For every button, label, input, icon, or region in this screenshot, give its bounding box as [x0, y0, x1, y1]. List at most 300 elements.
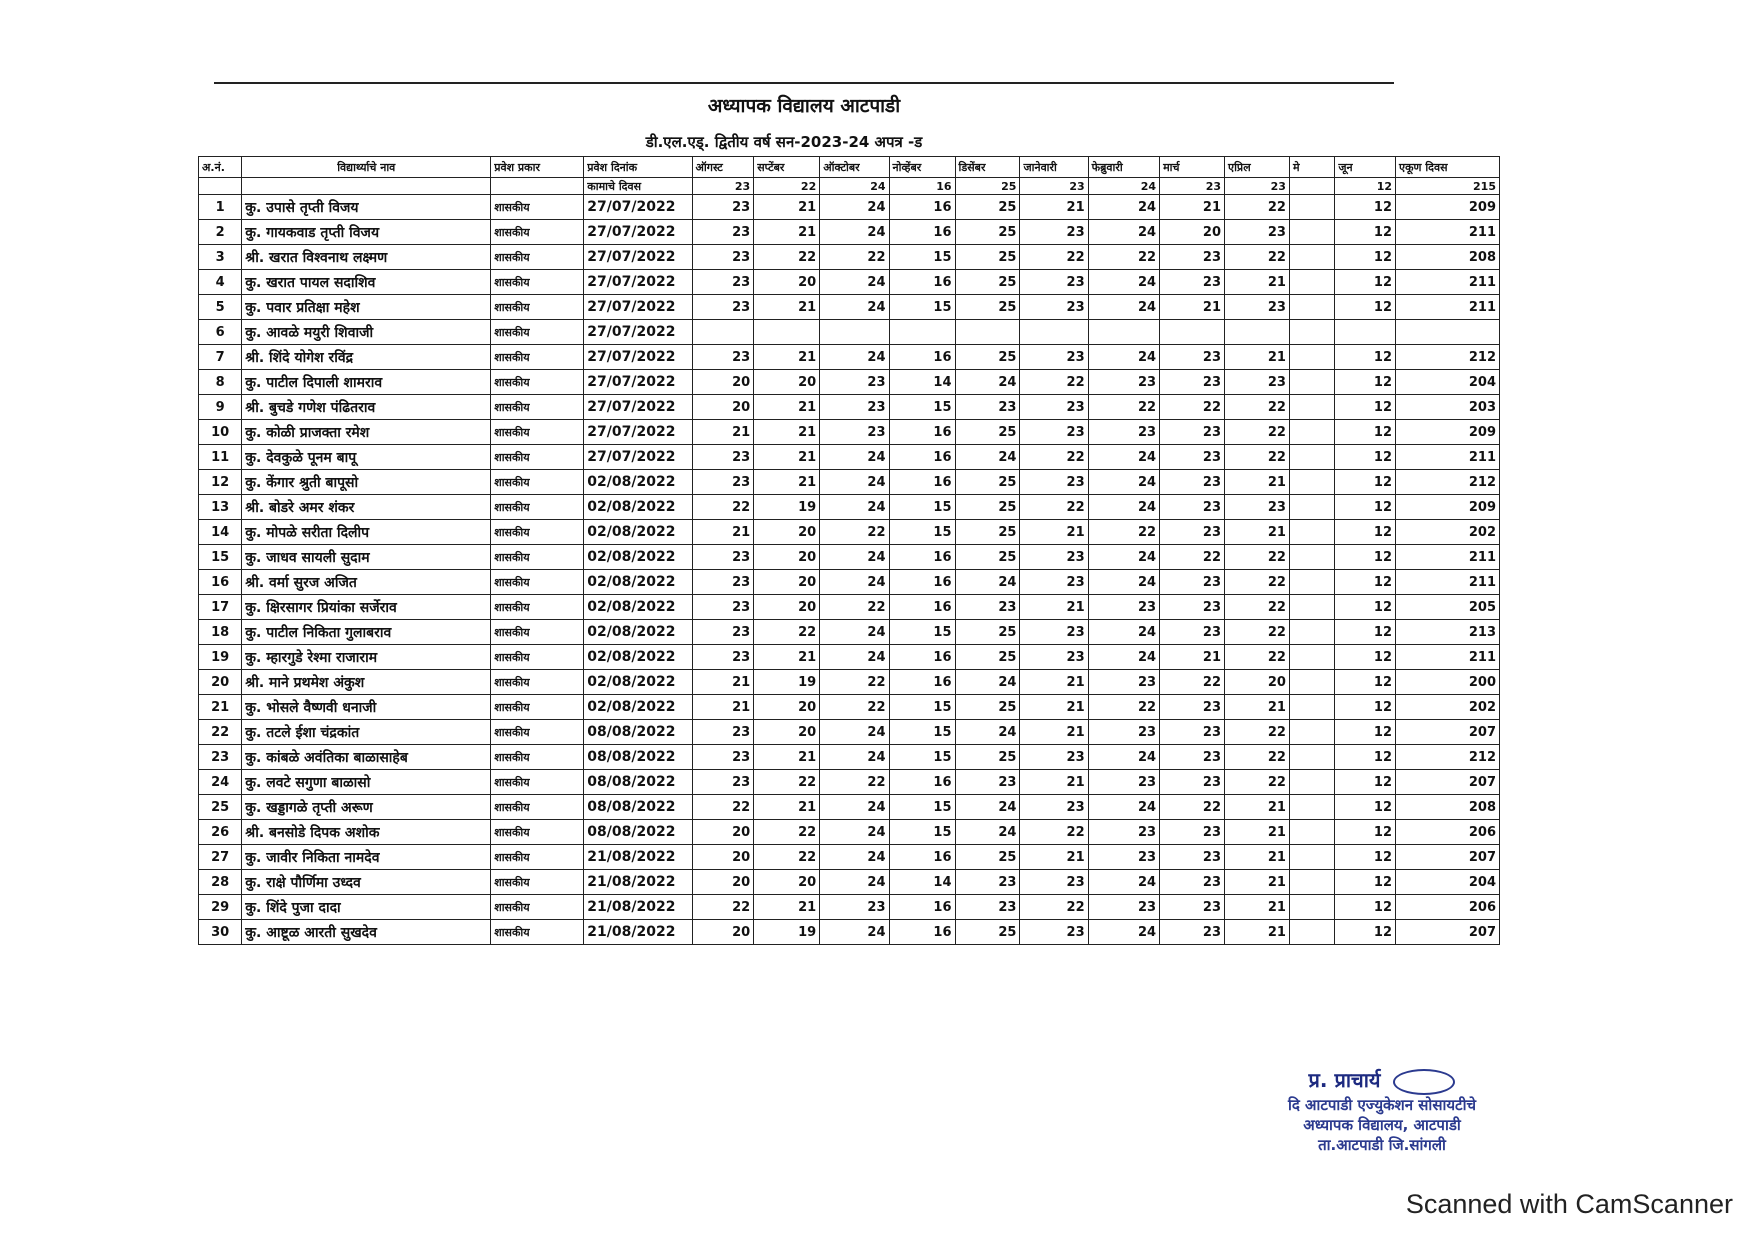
month-days: 12: [1335, 445, 1396, 470]
month-days: 25: [955, 845, 1020, 870]
month-days: 21: [754, 395, 820, 420]
month-days: 21: [1225, 895, 1290, 920]
month-days: 22: [1225, 720, 1290, 745]
month-days: 23: [1160, 345, 1225, 370]
total-days: 212: [1396, 470, 1500, 495]
admission-date: 27/07/2022: [584, 220, 692, 245]
admission-type: शासकीय: [491, 720, 584, 745]
month-days: 24: [955, 795, 1020, 820]
month-days: 23: [1020, 870, 1088, 895]
month-days: 16: [889, 545, 955, 570]
month-days: 24: [1088, 470, 1159, 495]
month-days: [1289, 520, 1334, 545]
month-days: 12: [1335, 645, 1396, 670]
month-days: 22: [692, 795, 754, 820]
admission-date: 02/08/2022: [584, 470, 692, 495]
month-days: [820, 320, 889, 345]
admission-date: 27/07/2022: [584, 245, 692, 270]
month-days: 22: [1225, 420, 1290, 445]
admission-type: शासकीय: [491, 920, 584, 945]
month-days: 21: [692, 670, 754, 695]
month-days: 25: [955, 345, 1020, 370]
student-name: कु. खरात पायल सदाशिव: [242, 270, 491, 295]
month-days: 23: [1020, 420, 1088, 445]
month-days: 25: [955, 470, 1020, 495]
month-days: 23: [1020, 345, 1088, 370]
month-days: 12: [1335, 395, 1396, 420]
month-days: 24: [1088, 545, 1159, 570]
admission-type: शासकीय: [491, 420, 584, 445]
month-days: 23: [1088, 670, 1159, 695]
student-name: कु. देवकुळे पूनम बापू: [242, 445, 491, 470]
month-days: 23: [1225, 495, 1290, 520]
month-days: 23: [1020, 295, 1088, 320]
month-days: 22: [1225, 645, 1290, 670]
admission-date: 08/08/2022: [584, 745, 692, 770]
month-days: 23: [955, 895, 1020, 920]
month-days: 24: [955, 570, 1020, 595]
signature-org-line1: दि आटपाडी एज्युकेशन सोसायटीचे: [1287, 1095, 1477, 1114]
table-row: [199, 920, 1500, 945]
month-days: 24: [1088, 645, 1159, 670]
row-sr: 12: [199, 470, 242, 495]
month-days: 23: [1088, 820, 1159, 845]
month-days: [754, 320, 820, 345]
month-days: 25: [955, 245, 1020, 270]
month-days: [1289, 320, 1334, 345]
month-days: 20: [754, 370, 820, 395]
admission-date: 02/08/2022: [584, 495, 692, 520]
admission-type: शासकीय: [491, 395, 584, 420]
total-days: [1396, 320, 1500, 345]
table-row: [199, 745, 1500, 770]
admission-type: शासकीय: [491, 595, 584, 620]
student-name: कु. म्हारगुडे रेश्मा राजाराम: [242, 645, 491, 670]
month-days: 15: [889, 520, 955, 545]
table-row: [199, 770, 1500, 795]
row-sr: 29: [199, 895, 242, 920]
row-sr: 4: [199, 270, 242, 295]
working-days-value: 12: [1335, 178, 1396, 195]
month-days: 23: [692, 470, 754, 495]
month-days: 23: [1160, 745, 1225, 770]
month-days: 23: [1160, 570, 1225, 595]
month-days: [1289, 670, 1334, 695]
month-days: 25: [955, 620, 1020, 645]
month-days: 24: [1088, 495, 1159, 520]
student-name: श्री. माने प्रथमेश अंकुश: [242, 670, 491, 695]
month-days: 20: [754, 595, 820, 620]
month-days: 12: [1335, 820, 1396, 845]
student-name: श्री. बोडरे अमर शंकर: [242, 495, 491, 520]
month-days: 20: [692, 820, 754, 845]
table-row: [199, 220, 1500, 245]
month-days: 21: [1225, 270, 1290, 295]
month-days: 24: [1088, 620, 1159, 645]
student-name: श्री. खरात विश्वनाथ लक्ष्मण: [242, 245, 491, 270]
month-days: [1289, 845, 1334, 870]
month-days: 21: [1225, 470, 1290, 495]
col-month: मे: [1289, 157, 1334, 178]
month-days: 16: [889, 920, 955, 945]
month-days: 16: [889, 570, 955, 595]
month-days: 23: [820, 420, 889, 445]
month-days: 16: [889, 470, 955, 495]
month-days: 24: [820, 345, 889, 370]
month-days: 21: [1020, 520, 1088, 545]
month-days: 22: [1225, 545, 1290, 570]
signature-block: [1232, 1066, 1532, 1155]
month-days: 15: [889, 620, 955, 645]
admission-date: 21/08/2022: [584, 895, 692, 920]
month-days: 21: [1160, 295, 1225, 320]
admission-date: 02/08/2022: [584, 645, 692, 670]
admission-date: 02/08/2022: [584, 695, 692, 720]
month-days: 22: [1020, 820, 1088, 845]
month-days: 24: [1088, 295, 1159, 320]
month-days: 23: [1160, 370, 1225, 395]
month-days: 16: [889, 895, 955, 920]
month-days: 12: [1335, 670, 1396, 695]
working-days-value: 22: [754, 178, 820, 195]
table-row: [199, 695, 1500, 720]
admission-type: शासकीय: [491, 670, 584, 695]
month-days: 23: [1020, 470, 1088, 495]
admission-date: 27/07/2022: [584, 195, 692, 220]
month-days: 23: [955, 395, 1020, 420]
month-days: 24: [955, 820, 1020, 845]
page-subtitle: डी.एल.एड्. द्वितीय वर्ष सन-2023-24 अपत्र -ड: [645, 133, 923, 151]
admission-type: शासकीय: [491, 645, 584, 670]
month-days: 12: [1335, 495, 1396, 520]
col-month: एप्रिल: [1225, 157, 1290, 178]
month-days: 20: [754, 270, 820, 295]
month-days: 23: [955, 595, 1020, 620]
month-days: 24: [820, 645, 889, 670]
month-days: 23: [1088, 595, 1159, 620]
month-days: 22: [1088, 395, 1159, 420]
table-row: [199, 720, 1500, 745]
month-days: 22: [1088, 520, 1159, 545]
month-days: 21: [1020, 670, 1088, 695]
month-days: 16: [889, 670, 955, 695]
month-days: [1289, 770, 1334, 795]
month-days: 20: [754, 520, 820, 545]
working-days-row: [199, 178, 1500, 195]
student-name: कु. पाटील निकिता गुलाबराव: [242, 620, 491, 645]
month-days: 23: [1020, 570, 1088, 595]
month-days: 23: [1225, 295, 1290, 320]
month-days: 25: [955, 220, 1020, 245]
month-days: 25: [955, 695, 1020, 720]
row-sr: 24: [199, 770, 242, 795]
month-days: 22: [1160, 395, 1225, 420]
admission-date: 27/07/2022: [584, 395, 692, 420]
row-sr: 11: [199, 445, 242, 470]
row-sr: 13: [199, 495, 242, 520]
month-days: 16: [889, 445, 955, 470]
month-days: 16: [889, 195, 955, 220]
month-days: 22: [820, 695, 889, 720]
month-days: 20: [692, 845, 754, 870]
month-days: 24: [1088, 445, 1159, 470]
month-days: 23: [692, 195, 754, 220]
total-days: 212: [1396, 745, 1500, 770]
total-days: 211: [1396, 295, 1500, 320]
month-days: [1289, 470, 1334, 495]
row-sr: 5: [199, 295, 242, 320]
month-days: 25: [955, 420, 1020, 445]
month-days: 24: [820, 295, 889, 320]
month-days: 22: [820, 670, 889, 695]
student-name: कु. पाटील दिपाली शामराव: [242, 370, 491, 395]
month-days: 24: [955, 670, 1020, 695]
month-days: 21: [754, 420, 820, 445]
month-days: 12: [1335, 420, 1396, 445]
month-days: [1289, 720, 1334, 745]
month-days: 22: [754, 845, 820, 870]
admission-date: 27/07/2022: [584, 370, 692, 395]
month-days: [1289, 620, 1334, 645]
month-days: 24: [1088, 795, 1159, 820]
col-sr: अ.नं.: [199, 157, 242, 178]
month-days: 16: [889, 270, 955, 295]
row-sr: 10: [199, 420, 242, 445]
month-days: 23: [1225, 220, 1290, 245]
student-name: कु. मोपळे सरीता दिलीप: [242, 520, 491, 545]
row-sr: 22: [199, 720, 242, 745]
total-days: 211: [1396, 270, 1500, 295]
month-days: [1289, 270, 1334, 295]
row-sr: 15: [199, 545, 242, 570]
month-days: 22: [1225, 395, 1290, 420]
month-days: 23: [1160, 420, 1225, 445]
attendance-table: [198, 156, 1500, 945]
month-days: 23: [1160, 595, 1225, 620]
month-days: 24: [820, 220, 889, 245]
month-days: 21: [1225, 795, 1290, 820]
month-days: 22: [1160, 545, 1225, 570]
month-days: 23: [1160, 445, 1225, 470]
admission-type: शासकीय: [491, 270, 584, 295]
month-days: 22: [1020, 370, 1088, 395]
admission-type: शासकीय: [491, 870, 584, 895]
total-days: 203: [1396, 395, 1500, 420]
total-days: 209: [1396, 495, 1500, 520]
month-days: 12: [1335, 695, 1396, 720]
student-name: श्री. बनसोडे दिपक अशोक: [242, 820, 491, 845]
table-row: [199, 795, 1500, 820]
month-days: 24: [955, 370, 1020, 395]
admission-type: शासकीय: [491, 845, 584, 870]
admission-date: 02/08/2022: [584, 595, 692, 620]
month-days: 23: [692, 345, 754, 370]
student-name: कु. कोळी प्राजक्ता रमेश: [242, 420, 491, 445]
admission-type: शासकीय: [491, 495, 584, 520]
month-days: [1289, 820, 1334, 845]
month-days: 20: [754, 720, 820, 745]
admission-type: शासकीय: [491, 795, 584, 820]
col-month: मार्च: [1160, 157, 1225, 178]
month-days: 21: [754, 895, 820, 920]
month-days: 23: [1088, 845, 1159, 870]
month-days: 23: [1020, 395, 1088, 420]
month-days: 23: [1160, 520, 1225, 545]
month-days: 20: [692, 870, 754, 895]
camscanner-watermark: Scanned with CamScanner: [1405, 1189, 1733, 1219]
working-days-value: 24: [820, 178, 889, 195]
student-name: कु. तटले ईशा चंद्रकांत: [242, 720, 491, 745]
row-sr: 20: [199, 670, 242, 695]
admission-date: 27/07/2022: [584, 345, 692, 370]
month-days: 21: [1225, 920, 1290, 945]
month-days: 23: [1088, 770, 1159, 795]
admission-date: 02/08/2022: [584, 570, 692, 595]
month-days: 22: [1225, 570, 1290, 595]
admission-type: शासकीय: [491, 620, 584, 645]
table-row: [199, 570, 1500, 595]
month-days: 22: [1225, 445, 1290, 470]
month-days: 23: [1160, 720, 1225, 745]
table-body: [199, 195, 1500, 945]
table-row: [199, 620, 1500, 645]
admission-date: 02/08/2022: [584, 620, 692, 645]
student-name: कु. क्षिरसागर प्रियांका सर्जेराव: [242, 595, 491, 620]
month-days: 23: [692, 545, 754, 570]
admission-type: शासकीय: [491, 320, 584, 345]
signature-org-line2: अध्यापक विद्यालय, आटपाडी: [1303, 1115, 1461, 1134]
month-days: 24: [820, 470, 889, 495]
month-days: 23: [820, 395, 889, 420]
month-days: [1289, 345, 1334, 370]
row-sr: 23: [199, 745, 242, 770]
month-days: 23: [1020, 745, 1088, 770]
admission-type: शासकीय: [491, 695, 584, 720]
month-days: 21: [1225, 520, 1290, 545]
month-days: 24: [1088, 220, 1159, 245]
table-row: [199, 545, 1500, 570]
admission-date: 21/08/2022: [584, 870, 692, 895]
month-days: 12: [1335, 920, 1396, 945]
month-days: 21: [1020, 195, 1088, 220]
month-days: 24: [820, 795, 889, 820]
month-days: 12: [1335, 895, 1396, 920]
month-days: [1289, 420, 1334, 445]
total-days: 205: [1396, 595, 1500, 620]
month-days: 15: [889, 395, 955, 420]
month-days: 21: [1020, 720, 1088, 745]
table-row: [199, 870, 1500, 895]
month-days: 23: [1160, 845, 1225, 870]
month-days: 23: [1160, 870, 1225, 895]
month-days: 12: [1335, 770, 1396, 795]
month-days: 25: [955, 545, 1020, 570]
month-days: 20: [1225, 670, 1290, 695]
table-row: [199, 445, 1500, 470]
month-days: 23: [1160, 470, 1225, 495]
month-days: 25: [955, 645, 1020, 670]
table-row: [199, 245, 1500, 270]
student-name: कु. राक्षे पौर्णिमा उध्दव: [242, 870, 491, 895]
table-row: [199, 845, 1500, 870]
month-days: 12: [1335, 745, 1396, 770]
admission-type: शासकीय: [491, 470, 584, 495]
student-name: कु. शिंदे पुजा दादा: [242, 895, 491, 920]
month-days: 21: [754, 220, 820, 245]
month-days: 24: [820, 270, 889, 295]
month-days: [692, 320, 754, 345]
student-name: कु. लवटे सगुणा बाळासो: [242, 770, 491, 795]
month-days: 24: [820, 920, 889, 945]
month-days: 21: [692, 420, 754, 445]
month-days: 22: [820, 245, 889, 270]
student-name: कु. जाधव सायली सुदाम: [242, 545, 491, 570]
month-days: 12: [1335, 620, 1396, 645]
month-days: 23: [1088, 895, 1159, 920]
signature-role: प्र. प्राचार्य: [1308, 1068, 1381, 1092]
month-days: 15: [889, 295, 955, 320]
month-days: 22: [820, 770, 889, 795]
month-days: 23: [1160, 895, 1225, 920]
row-sr: 30: [199, 920, 242, 945]
student-name: श्री. शिंदे योगेश रविंद्र: [242, 345, 491, 370]
month-days: 22: [1020, 895, 1088, 920]
col-date: प्रवेश दिनांक: [584, 157, 692, 178]
month-days: 12: [1335, 520, 1396, 545]
month-days: 21: [754, 795, 820, 820]
month-days: 24: [1088, 570, 1159, 595]
month-days: [1289, 545, 1334, 570]
month-days: 22: [754, 770, 820, 795]
month-days: 22: [1088, 695, 1159, 720]
signature-org-line3: ता.आटपाडी जि.सांगली: [1318, 1135, 1446, 1154]
month-days: 20: [692, 395, 754, 420]
total-days: 211: [1396, 220, 1500, 245]
working-days-value: 23: [692, 178, 754, 195]
row-sr: 9: [199, 395, 242, 420]
month-days: 23: [1160, 270, 1225, 295]
col-total: एकूण दिवस: [1396, 157, 1500, 178]
row-sr: 3: [199, 245, 242, 270]
row-sr: 17: [199, 595, 242, 620]
student-name: कु. भोसले वैष्णवी धनाजी: [242, 695, 491, 720]
table-row: [199, 395, 1500, 420]
month-days: [1289, 695, 1334, 720]
student-name: कु. जावीर निकिता नामदेव: [242, 845, 491, 870]
month-days: 23: [1088, 720, 1159, 745]
month-days: [1289, 895, 1334, 920]
month-days: 23: [1225, 370, 1290, 395]
col-month: ऑक्टोबर: [820, 157, 889, 178]
working-days-value: 24: [1088, 178, 1159, 195]
month-days: [1289, 195, 1334, 220]
admission-date: 27/07/2022: [584, 420, 692, 445]
month-days: 22: [1160, 795, 1225, 820]
table-row: [199, 270, 1500, 295]
month-days: 23: [820, 370, 889, 395]
month-days: 23: [692, 595, 754, 620]
student-name: श्री. वर्मा सुरज अजित: [242, 570, 491, 595]
table-row: [199, 320, 1500, 345]
month-days: 23: [955, 770, 1020, 795]
total-days: 204: [1396, 870, 1500, 895]
month-days: 12: [1335, 845, 1396, 870]
month-days: 25: [955, 195, 1020, 220]
row-sr: 14: [199, 520, 242, 545]
page-title: अध्यापक विद्यालय आटपाडी: [214, 82, 1394, 128]
month-days: 12: [1335, 470, 1396, 495]
month-days: 23: [1020, 220, 1088, 245]
